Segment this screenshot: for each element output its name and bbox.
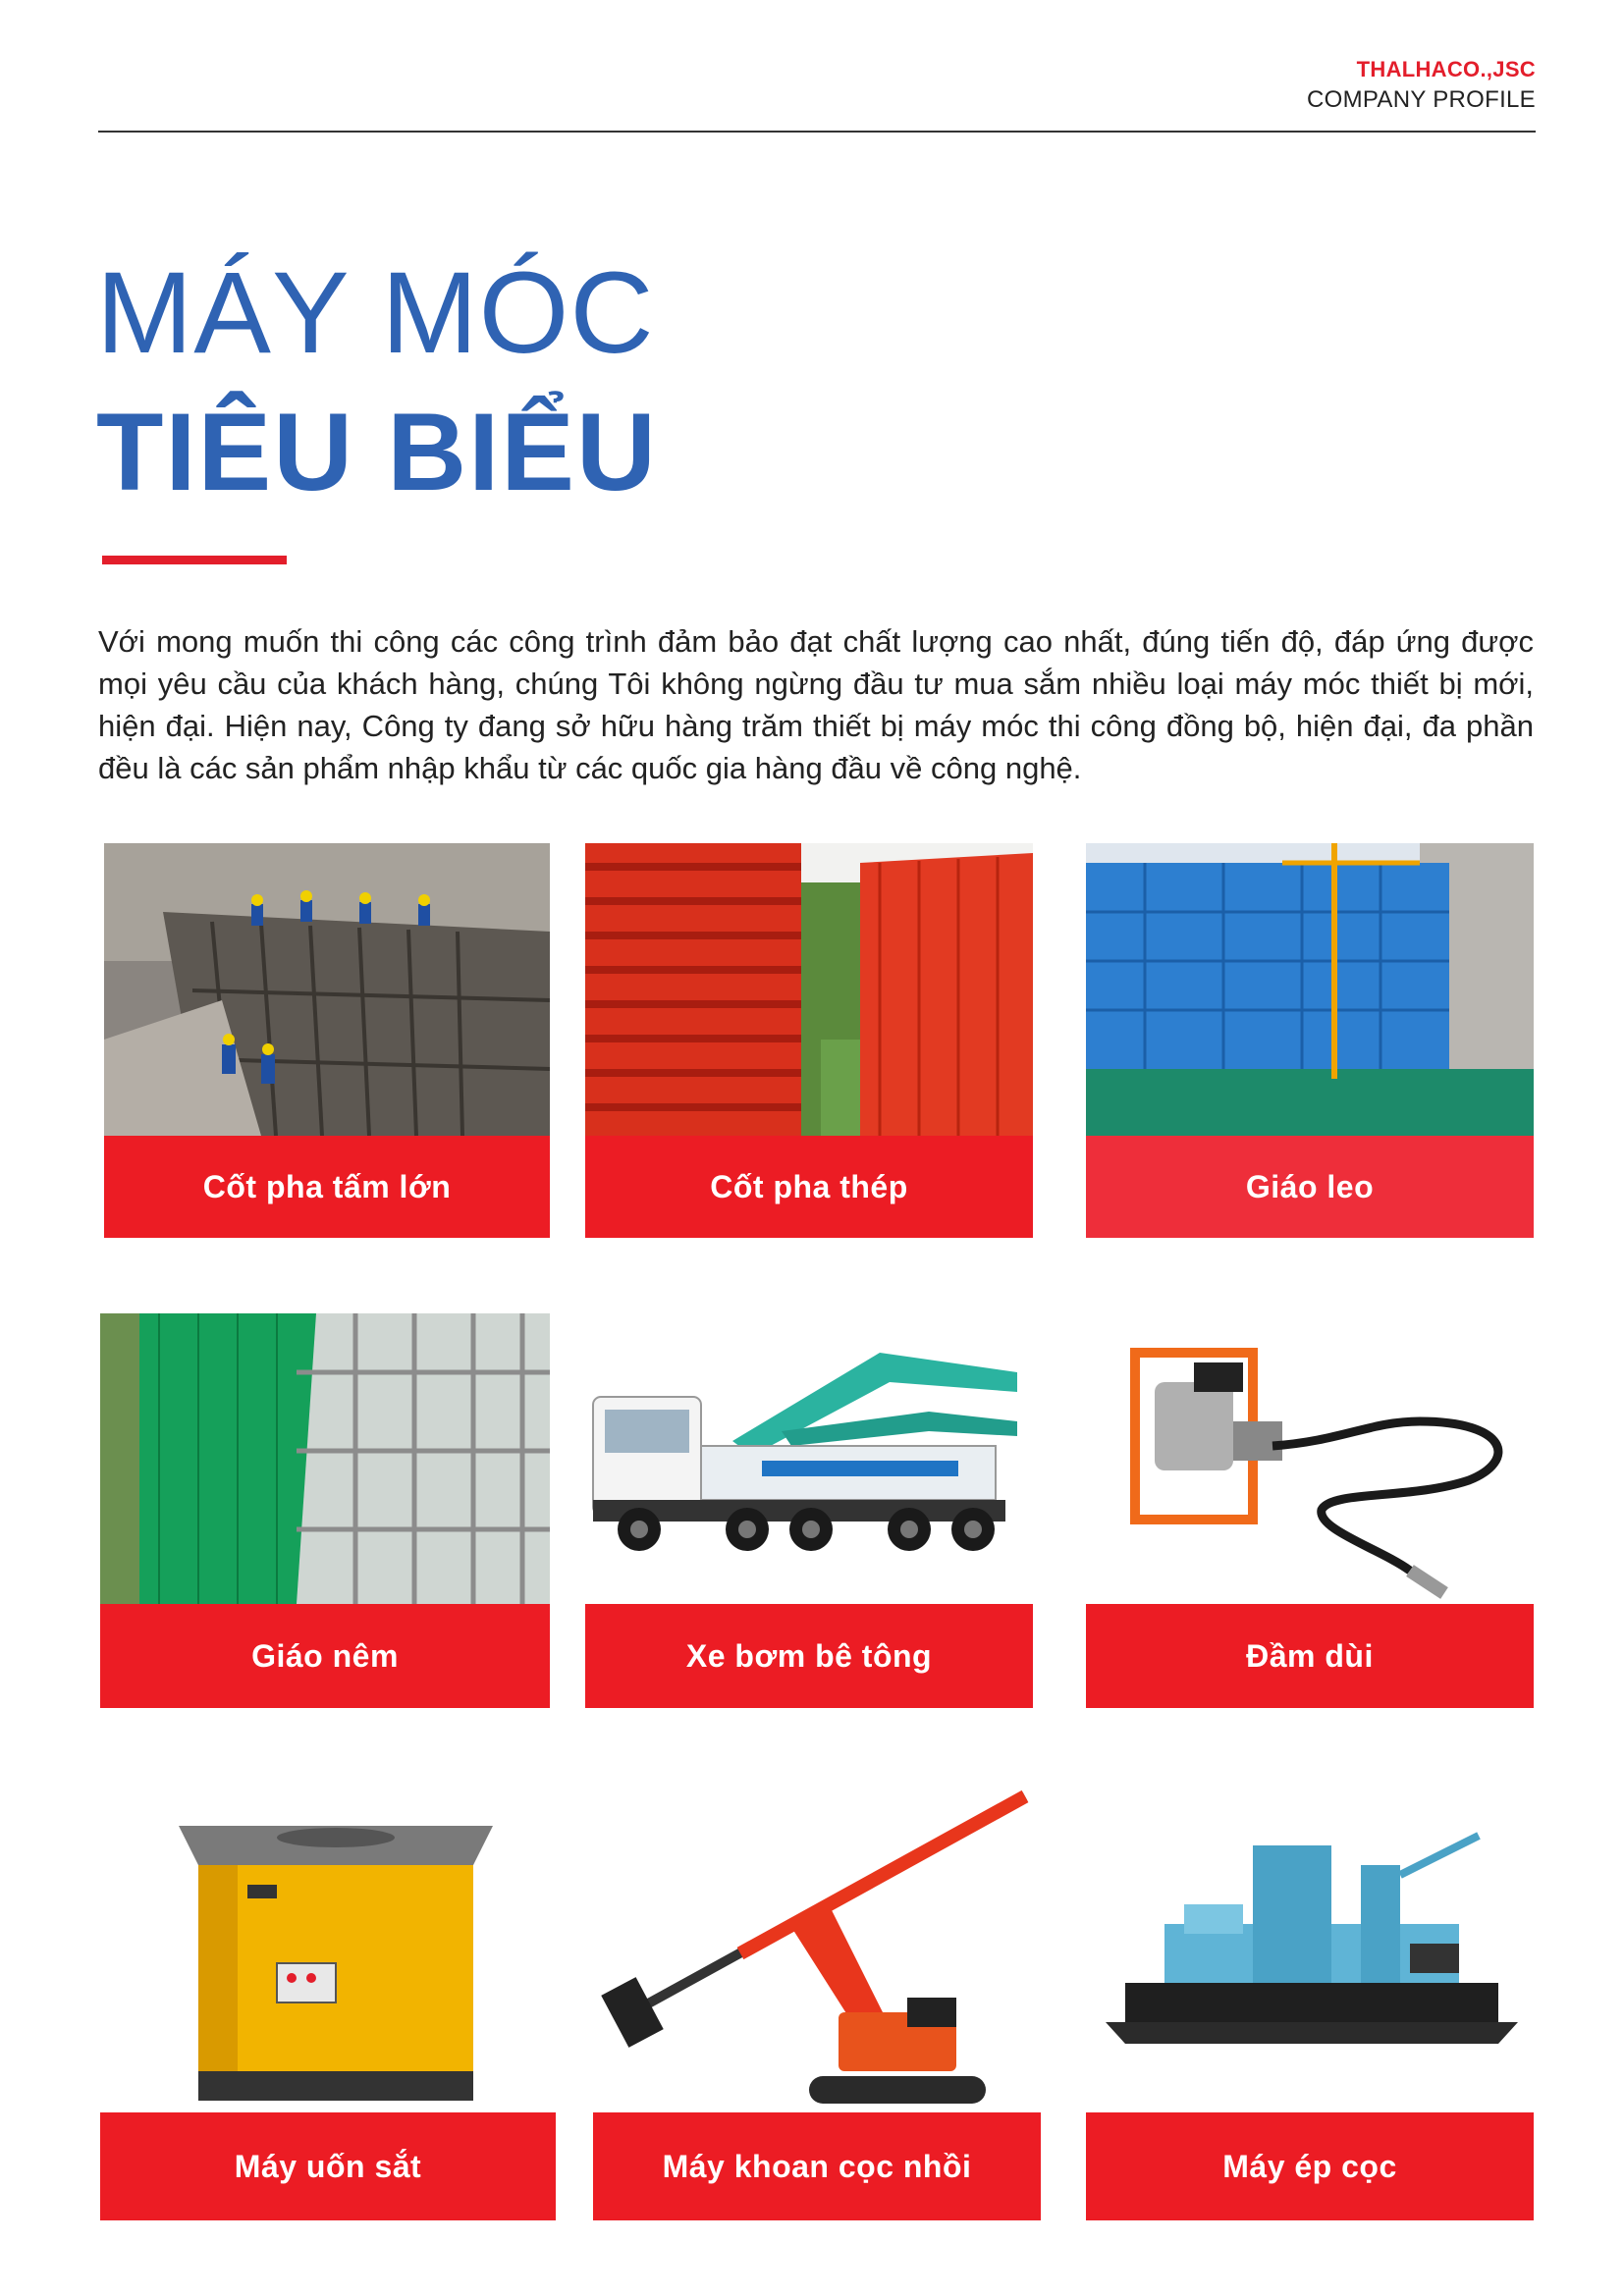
machine-label: Máy khoan cọc nhồi [593, 2112, 1041, 2220]
header-subtitle: COMPANY PROFILE [1307, 86, 1536, 113]
machine-card [1086, 1787, 1534, 2220]
machine-card [1086, 1313, 1534, 1708]
large-formwork-photo [104, 843, 550, 1136]
company-brand: THALHACO.,JSC [1356, 57, 1536, 81]
machine-card [585, 843, 1033, 1238]
concrete-pump-truck-photo [585, 1313, 1033, 1604]
machine-label: Cốt pha tấm lớn [104, 1136, 550, 1238]
machine-label: Cốt pha thép [585, 1136, 1033, 1238]
machine-label: Máy uốn sắt [100, 2112, 556, 2220]
header-divider [98, 131, 1536, 133]
machine-card [1086, 843, 1534, 1238]
steel-formwork-photo [585, 843, 1033, 1136]
rotary-drilling-rig-photo [593, 1787, 1041, 2112]
page-title-line1: MÁY MÓC [96, 248, 655, 378]
machine-card [593, 1787, 1041, 2220]
page-header [98, 57, 1536, 114]
machine-card [585, 1313, 1033, 1708]
machine-card [100, 1787, 556, 2220]
machine-label: Đầm dùi [1086, 1604, 1534, 1708]
poker-vibrator-photo [1086, 1313, 1534, 1604]
wedge-scaffold-photo [100, 1313, 550, 1604]
machine-card [100, 1313, 550, 1708]
rebar-bender-photo [100, 1787, 556, 2112]
intro-paragraph: Với mong muốn thi công các công trình đảm bảo đạt chất lượng cao nhất, đúng tiến độ, đáp ứng được mọi yêu cầu của khách hàng, chúng Tôi không ngừng đầu tư mua sắm nhiều loại máy móc thiết bị mới, hiện đại. Hiện nay, Công ty đang sở hữu hàng trăm thiết bị máy móc thi công đồng bộ, hiện đại, đa phần đều là các sản phẩm nhập khẩu từ các quốc gia hàng đầu về công nghệ. [98, 624, 1534, 785]
page-title-line2: TIÊU BIỂU [96, 391, 658, 513]
climbing-scaffold-photo [1086, 843, 1534, 1136]
machine-label: Giáo nêm [100, 1604, 550, 1708]
machine-label: Giáo leo [1086, 1136, 1534, 1238]
machine-label: Xe bơm bê tông [585, 1604, 1033, 1708]
pile-press-machine-photo [1086, 1787, 1534, 2112]
machine-label: Máy ép cọc [1086, 2112, 1534, 2220]
machine-card [104, 843, 550, 1238]
title-accent-bar [102, 556, 287, 564]
